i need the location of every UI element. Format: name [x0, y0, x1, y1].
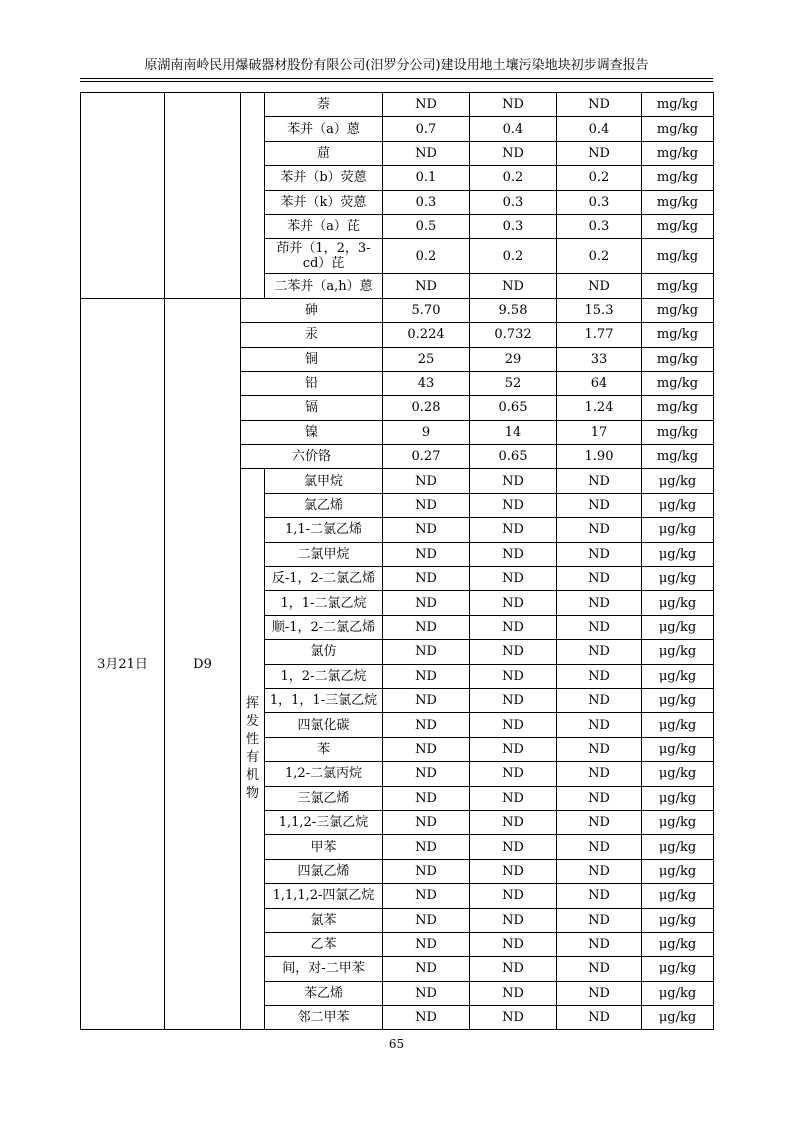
unit-cell: μg/kg	[642, 762, 714, 786]
value-cell-1: 9	[383, 420, 470, 444]
value-cell-3: ND	[557, 93, 642, 117]
value-cell-3: 33	[557, 347, 642, 371]
unit-cell: μg/kg	[642, 957, 714, 981]
analyte-name: 萘	[265, 93, 383, 117]
value-cell-1: 43	[383, 371, 470, 395]
value-cell-3: ND	[557, 469, 642, 493]
unit-cell: mg/kg	[642, 445, 714, 469]
value-cell-3: 0.4	[557, 117, 642, 141]
analyte-name: 镍	[241, 420, 383, 444]
value-cell-1: ND	[383, 737, 470, 761]
unit-cell: mg/kg	[642, 141, 714, 165]
value-cell-2: ND	[470, 932, 557, 956]
value-cell-3: ND	[557, 493, 642, 517]
value-cell-3: ND	[557, 542, 642, 566]
value-cell-2: 0.65	[470, 445, 557, 469]
unit-cell: mg/kg	[642, 93, 714, 117]
value-cell-1: ND	[383, 567, 470, 591]
analyte-name: 苯并（k）荧蒽	[265, 190, 383, 214]
value-cell-2: ND	[470, 1006, 557, 1030]
unit-cell: mg/kg	[642, 396, 714, 420]
value-cell-3: ND	[557, 664, 642, 688]
analyte-name: 1,1,1,2-四氯乙烷	[265, 884, 383, 908]
unit-cell: mg/kg	[642, 420, 714, 444]
value-cell-1: ND	[383, 518, 470, 542]
value-cell-2: ND	[470, 93, 557, 117]
page-header: 原湖南南岭民用爆破器材股份有限公司(汨罗分公司)建设用地土壤污染地块初步调查报告	[144, 58, 649, 73]
value-cell-3: ND	[557, 884, 642, 908]
value-cell-1: ND	[383, 688, 470, 712]
unit-cell: mg/kg	[642, 239, 714, 274]
value-cell-2: ND	[470, 810, 557, 834]
value-cell-1: 5.70	[383, 298, 470, 322]
value-cell-2: ND	[470, 688, 557, 712]
unit-cell: mg/kg	[642, 190, 714, 214]
sample-date: 3月21日	[81, 298, 165, 1030]
value-cell-3: 1.77	[557, 323, 642, 347]
value-cell-2: 0.2	[470, 239, 557, 274]
value-cell-1: ND	[383, 932, 470, 956]
value-cell-1: ND	[383, 957, 470, 981]
analyte-name: 六价铬	[241, 445, 383, 469]
value-cell-1: ND	[383, 664, 470, 688]
value-cell-1: ND	[383, 884, 470, 908]
table-row	[81, 93, 714, 117]
analyte-name: 顺-1，2-二氯乙烯	[265, 615, 383, 639]
unit-cell: mg/kg	[642, 214, 714, 238]
unit-cell: μg/kg	[642, 518, 714, 542]
value-cell-3: ND	[557, 908, 642, 932]
analyte-name: 氯苯	[265, 908, 383, 932]
value-cell-1: 0.28	[383, 396, 470, 420]
voc-group-label	[241, 469, 265, 1030]
value-cell-3: ND	[557, 762, 642, 786]
value-cell-1: ND	[383, 981, 470, 1005]
unit-cell: mg/kg	[642, 371, 714, 395]
analyte-name: 苯并（a）蒽	[265, 117, 383, 141]
unit-cell: μg/kg	[642, 688, 714, 712]
value-cell-3: ND	[557, 737, 642, 761]
unit-cell: μg/kg	[642, 591, 714, 615]
value-cell-2: ND	[470, 981, 557, 1005]
header-rule	[80, 78, 713, 79]
value-cell-2: 0.3	[470, 190, 557, 214]
value-cell-1: ND	[383, 810, 470, 834]
analyte-name: 反-1，2-二氯乙烯	[265, 567, 383, 591]
value-cell-1: ND	[383, 274, 470, 298]
value-cell-1: 0.5	[383, 214, 470, 238]
value-cell-2: ND	[470, 518, 557, 542]
unit-cell: mg/kg	[642, 274, 714, 298]
sample-point: D9	[165, 298, 241, 1030]
value-cell-1: 0.2	[383, 239, 470, 274]
value-cell-2: ND	[470, 542, 557, 566]
unit-cell: μg/kg	[642, 469, 714, 493]
value-cell-3: ND	[557, 981, 642, 1005]
unit-cell: mg/kg	[642, 298, 714, 322]
value-cell-2: ND	[470, 493, 557, 517]
table-row	[81, 298, 714, 322]
header-rule-thin	[80, 81, 713, 82]
value-cell-1: 0.224	[383, 323, 470, 347]
analyte-name: 䓛	[265, 141, 383, 165]
analyte-name: 苯乙烯	[265, 981, 383, 1005]
unit-cell: μg/kg	[642, 615, 714, 639]
value-cell-2: ND	[470, 141, 557, 165]
analyte-name: 1，2-二氯乙烷	[265, 664, 383, 688]
value-cell-3: 17	[557, 420, 642, 444]
value-cell-1: ND	[383, 141, 470, 165]
value-cell-2: 14	[470, 420, 557, 444]
value-cell-2: 0.732	[470, 323, 557, 347]
value-cell-1: ND	[383, 835, 470, 859]
value-cell-2: ND	[470, 640, 557, 664]
analyte-name: 铜	[241, 347, 383, 371]
value-cell-2: 52	[470, 371, 557, 395]
value-cell-1: ND	[383, 93, 470, 117]
unit-cell: μg/kg	[642, 567, 714, 591]
value-cell-2: ND	[470, 786, 557, 810]
value-cell-3: ND	[557, 688, 642, 712]
value-cell-2: 0.4	[470, 117, 557, 141]
value-cell-3: 15.3	[557, 298, 642, 322]
results-table	[80, 92, 714, 1030]
unit-cell: mg/kg	[642, 166, 714, 190]
value-cell-1: ND	[383, 859, 470, 883]
analyte-name: 苯并（a）芘	[265, 214, 383, 238]
analyte-name: 二氯甲烷	[265, 542, 383, 566]
unit-cell: μg/kg	[642, 1006, 714, 1030]
value-cell-2: 0.65	[470, 396, 557, 420]
value-cell-3: ND	[557, 1006, 642, 1030]
analyte-name: 1，1-二氯乙烷	[265, 591, 383, 615]
value-cell-1: ND	[383, 615, 470, 639]
unit-cell: μg/kg	[642, 737, 714, 761]
unit-cell: μg/kg	[642, 786, 714, 810]
group-cell-empty	[241, 93, 265, 299]
value-cell-1: 0.27	[383, 445, 470, 469]
analyte-name: 1，1，1-三氯乙烷	[265, 688, 383, 712]
analyte-name: 邻二甲苯	[265, 1006, 383, 1030]
value-cell-2: 0.2	[470, 166, 557, 190]
analyte-name: 甲苯	[265, 835, 383, 859]
value-cell-2: ND	[470, 469, 557, 493]
analyte-name: 1,2-二氯丙烷	[265, 762, 383, 786]
analyte-name: 乙苯	[265, 932, 383, 956]
analyte-name: 铅	[241, 371, 383, 395]
unit-cell: μg/kg	[642, 908, 714, 932]
unit-cell: μg/kg	[642, 932, 714, 956]
unit-cell: μg/kg	[642, 835, 714, 859]
value-cell-3: ND	[557, 141, 642, 165]
value-cell-2: ND	[470, 737, 557, 761]
value-cell-3: 0.3	[557, 190, 642, 214]
analyte-name: 三氯乙烯	[265, 786, 383, 810]
analyte-name: 汞	[241, 323, 383, 347]
value-cell-3: 0.3	[557, 214, 642, 238]
analyte-name: 茚并（1，2，3-cd）芘	[265, 239, 383, 274]
value-cell-1: ND	[383, 713, 470, 737]
value-cell-3: 1.24	[557, 396, 642, 420]
value-cell-2: ND	[470, 908, 557, 932]
value-cell-2: ND	[470, 713, 557, 737]
value-cell-3: 64	[557, 371, 642, 395]
unit-cell: μg/kg	[642, 981, 714, 1005]
value-cell-2: ND	[470, 859, 557, 883]
analyte-name: 二苯并（a,h）蒽	[265, 274, 383, 298]
point-cell-empty	[165, 93, 241, 299]
analyte-name: 镉	[241, 396, 383, 420]
unit-cell: μg/kg	[642, 859, 714, 883]
value-cell-2: 29	[470, 347, 557, 371]
analyte-name: 四氯乙烯	[265, 859, 383, 883]
value-cell-2: ND	[470, 884, 557, 908]
value-cell-3: ND	[557, 615, 642, 639]
value-cell-3: 1.90	[557, 445, 642, 469]
value-cell-1: 25	[383, 347, 470, 371]
value-cell-2: ND	[470, 591, 557, 615]
unit-cell: μg/kg	[642, 640, 714, 664]
analyte-name: 间，对-二甲苯	[265, 957, 383, 981]
unit-cell: μg/kg	[642, 810, 714, 834]
value-cell-1: ND	[383, 469, 470, 493]
value-cell-3: ND	[557, 518, 642, 542]
value-cell-1: 0.3	[383, 190, 470, 214]
analyte-name: 氯仿	[265, 640, 383, 664]
page-number: 65	[388, 1037, 405, 1051]
value-cell-2: ND	[470, 762, 557, 786]
value-cell-3: ND	[557, 810, 642, 834]
value-cell-3: ND	[557, 713, 642, 737]
date-cell-empty	[81, 93, 165, 299]
value-cell-3: ND	[557, 591, 642, 615]
value-cell-1: ND	[383, 591, 470, 615]
value-cell-1: 0.7	[383, 117, 470, 141]
analyte-name: 苯并（b）荧蒽	[265, 166, 383, 190]
value-cell-1: ND	[383, 640, 470, 664]
analyte-name: 氯甲烷	[265, 469, 383, 493]
value-cell-3: ND	[557, 567, 642, 591]
value-cell-3: ND	[557, 932, 642, 956]
analyte-name: 1,1-二氯乙烯	[265, 518, 383, 542]
value-cell-1: 0.1	[383, 166, 470, 190]
unit-cell: μg/kg	[642, 542, 714, 566]
value-cell-1: ND	[383, 762, 470, 786]
unit-cell: μg/kg	[642, 884, 714, 908]
value-cell-3: 0.2	[557, 239, 642, 274]
value-cell-1: ND	[383, 1006, 470, 1030]
analyte-name: 氯乙烯	[265, 493, 383, 517]
voc-group-label-text: 挥发性有机物	[245, 696, 259, 802]
value-cell-2: ND	[470, 957, 557, 981]
analyte-name: 1,1,2-三氯乙烷	[265, 810, 383, 834]
value-cell-3: ND	[557, 957, 642, 981]
unit-cell: μg/kg	[642, 664, 714, 688]
value-cell-2: 0.3	[470, 214, 557, 238]
value-cell-2: ND	[470, 835, 557, 859]
analyte-name: 四氯化碳	[265, 713, 383, 737]
value-cell-2: 9.58	[470, 298, 557, 322]
value-cell-3: ND	[557, 859, 642, 883]
analyte-name: 砷	[241, 298, 383, 322]
value-cell-3: 0.2	[557, 166, 642, 190]
value-cell-3: ND	[557, 835, 642, 859]
value-cell-1: ND	[383, 493, 470, 517]
value-cell-2: ND	[470, 615, 557, 639]
value-cell-2: ND	[470, 274, 557, 298]
value-cell-3: ND	[557, 640, 642, 664]
value-cell-2: ND	[470, 664, 557, 688]
unit-cell: mg/kg	[642, 117, 714, 141]
unit-cell: mg/kg	[642, 347, 714, 371]
value-cell-3: ND	[557, 274, 642, 298]
value-cell-1: ND	[383, 786, 470, 810]
value-cell-1: ND	[383, 542, 470, 566]
value-cell-1: ND	[383, 908, 470, 932]
value-cell-3: ND	[557, 786, 642, 810]
unit-cell: mg/kg	[642, 323, 714, 347]
unit-cell: μg/kg	[642, 713, 714, 737]
value-cell-2: ND	[470, 567, 557, 591]
analyte-name: 苯	[265, 737, 383, 761]
unit-cell: μg/kg	[642, 493, 714, 517]
